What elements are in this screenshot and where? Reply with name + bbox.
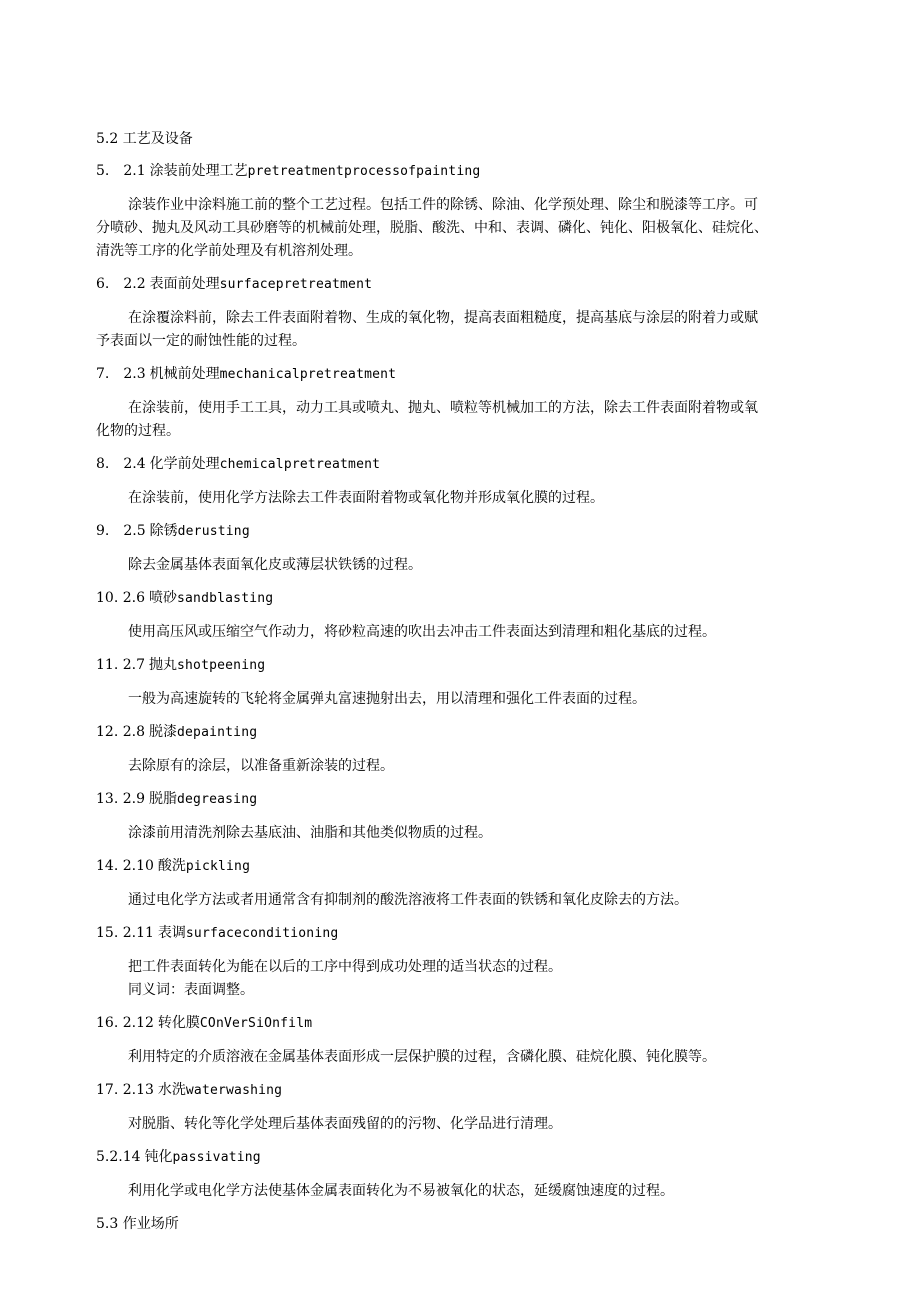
term-definition xyxy=(96,554,838,577)
term-chinese: 涂装前处理工艺 xyxy=(149,163,248,179)
term-number: 14. 2.10 xyxy=(96,858,154,874)
term-english: sandblasting xyxy=(176,591,274,606)
term-english: degreasing xyxy=(176,792,258,807)
definition-line: 通过电化学方法或者用通常含有抑制剂的酸洗溶液将工件表面的铁锈和氧化皮除去的方法。 xyxy=(128,892,688,908)
term-definition xyxy=(96,755,838,778)
term-definition xyxy=(96,956,838,1002)
term-english: chemicalpretreatment xyxy=(219,457,381,472)
term-number: 13. 2.9 xyxy=(96,791,145,807)
term-definition xyxy=(96,1180,838,1203)
section-heading-5-3: 5.3 作业场所 xyxy=(96,1216,179,1232)
definition-line: 分喷砂、抛丸及风动工具砂磨等的机械前处理，脱脂、酸洗、中和、表调、磷化、钝化、阳极氧化、硅烷化、 xyxy=(96,220,768,236)
definition-line: 把工件表面转化为能在以后的工序中得到成功处理的适当状态的过程。 xyxy=(128,959,562,975)
definition-line: 利用化学或电化学方法使基体金属表面转化为不易被氧化的状态，延缓腐蚀速度的过程。 xyxy=(128,1183,674,1199)
section-heading-5-2: 5.2 工艺及设备 xyxy=(96,131,193,147)
definition-line: 去除原有的涂层，以准备重新涂装的过程。 xyxy=(128,758,394,774)
term-definition xyxy=(96,1113,838,1136)
document-body xyxy=(96,129,838,1246)
term-heading xyxy=(96,789,838,810)
term-definition xyxy=(96,397,838,443)
term-chinese: 机械前处理 xyxy=(149,366,220,382)
term-english: mechanicalpretreatment xyxy=(219,367,397,382)
term-heading xyxy=(96,722,838,743)
term-definition xyxy=(96,1046,838,1069)
definition-line: 一般为高速旋转的飞轮将金属弹丸富速抛射出去，用以清理和强化工件表面的过程。 xyxy=(128,691,646,707)
term-heading xyxy=(96,923,838,944)
term-definition xyxy=(96,487,838,510)
term-number: 6. 2.2 xyxy=(96,276,146,292)
term-heading xyxy=(96,1147,838,1168)
term-heading xyxy=(96,1013,838,1034)
term-english: COnVerSiOnfilm xyxy=(199,1016,313,1031)
term-number: 9. 2.5 xyxy=(96,523,146,539)
term-number: 5.2.14 xyxy=(96,1149,141,1165)
term-chinese: 钝化 xyxy=(144,1149,173,1165)
term-number: 8. 2.4 xyxy=(96,456,146,472)
term-number: 17. 2.13 xyxy=(96,1082,154,1098)
term-chinese: 脱漆 xyxy=(148,724,177,740)
term-number: 15. 2.11 xyxy=(96,925,154,941)
term-definition xyxy=(96,307,838,353)
term-chinese: 脱脂 xyxy=(148,791,177,807)
term-chinese: 水洗 xyxy=(157,1082,186,1098)
term-english: derusting xyxy=(177,524,250,539)
term-heading xyxy=(96,521,838,542)
term-english: depainting xyxy=(176,725,258,740)
term-heading xyxy=(96,274,838,295)
term-heading xyxy=(96,1080,838,1101)
term-english: pickling xyxy=(185,859,251,874)
definition-line: 在涂装前，使用化学方法除去工件表面附着物或氧化物并形成氧化膜的过程。 xyxy=(128,490,604,506)
definition-line: 除去金属基体表面氧化皮或薄层状铁锈的过程。 xyxy=(128,557,422,573)
term-definition xyxy=(96,822,838,845)
term-chinese: 抛丸 xyxy=(148,657,177,673)
term-chinese: 喷砂 xyxy=(148,590,177,606)
term-definition xyxy=(96,688,838,711)
term-number: 12. 2.8 xyxy=(96,724,145,740)
definition-line: 清洗等工序的化学前处理及有机溶剂处理。 xyxy=(96,243,362,259)
term-definition xyxy=(96,194,838,263)
definition-line: 在涂覆涂料前，除去工件表面附着物、生成的氧化物，提高表面粗糙度，提高基底与涂层的附着力或赋 xyxy=(128,310,758,326)
term-chinese: 酸洗 xyxy=(157,858,186,874)
definition-line: 予表面以一定的耐蚀性能的过程。 xyxy=(96,333,306,349)
definition-line: 利用特定的介质溶液在金属基体表面形成一层保护膜的过程，含磷化膜、硅烷化膜、钝化膜等。 xyxy=(128,1049,716,1065)
term-english: shotpeening xyxy=(176,658,266,673)
term-heading xyxy=(96,588,838,609)
definition-line: 涂漆前用清洗剂除去基底油、油脂和其他类似物质的过程。 xyxy=(128,825,492,841)
term-number: 11. 2.7 xyxy=(96,657,145,673)
term-chinese: 除锈 xyxy=(149,523,178,539)
term-english: waterwashing xyxy=(185,1083,283,1098)
term-heading xyxy=(96,161,838,182)
term-number: 7. 2.3 xyxy=(96,366,146,382)
term-number: 5. 2.1 xyxy=(96,163,146,179)
definition-line: 对脱脂、转化等化学处理后基体表面残留的的污物、化学品进行清理。 xyxy=(128,1116,562,1132)
definition-line: 同义词：表面调整。 xyxy=(128,982,254,998)
term-heading xyxy=(96,454,838,475)
term-heading xyxy=(96,856,838,877)
term-chinese: 表面前处理 xyxy=(149,276,220,292)
definition-line: 化物的过程。 xyxy=(96,423,180,439)
term-definition xyxy=(96,621,838,644)
term-heading xyxy=(96,655,838,676)
term-number: 16. 2.12 xyxy=(96,1015,154,1031)
term-heading xyxy=(96,364,838,385)
term-chinese: 化学前处理 xyxy=(149,456,220,472)
term-english: surfaceconditioning xyxy=(185,926,339,941)
term-english: passivating xyxy=(172,1150,261,1165)
definition-line: 使用高压风或压缩空气作动力，将砂粒高速的吹出去冲击工件表面达到清理和粗化基底的过程。 xyxy=(128,624,716,640)
term-number: 10. 2.6 xyxy=(96,590,145,606)
term-chinese: 转化膜 xyxy=(157,1015,200,1031)
definition-line: 涂装作业中涂料施工前的整个工艺过程。包括工件的除锈、除油、化学预处理、除尘和脱漆等工序。可 xyxy=(128,197,758,213)
term-english: pretreatmentprocessofpainting xyxy=(247,164,481,179)
term-chinese: 表调 xyxy=(157,925,186,941)
definition-line: 在涂装前，使用手工工具，动力工具或喷丸、抛丸、喷粒等机械加工的方法，除去工件表面附着物或氧 xyxy=(128,400,758,416)
term-definition xyxy=(96,889,838,912)
term-english: surfacepretreatment xyxy=(219,277,373,292)
